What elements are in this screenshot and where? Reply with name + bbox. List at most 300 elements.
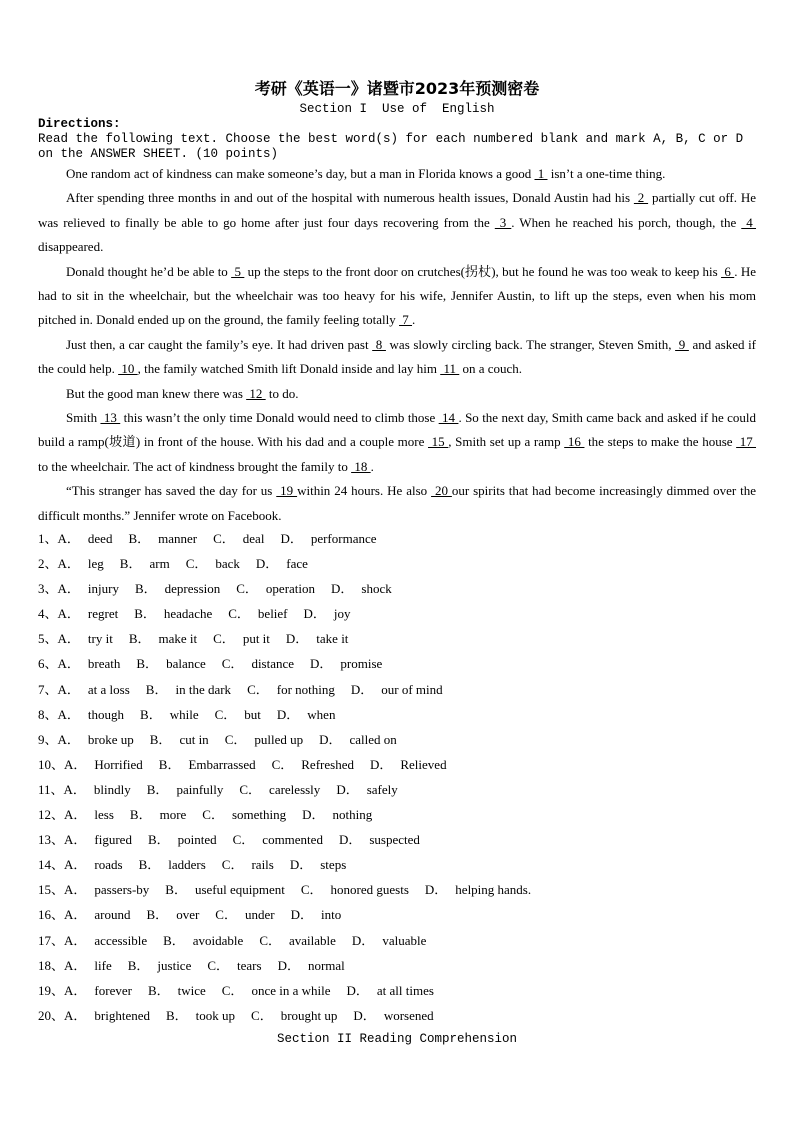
blank-number: 8 bbox=[372, 336, 386, 352]
blank-number: 7 bbox=[399, 312, 413, 328]
answer-option bbox=[256, 551, 308, 576]
answer-option bbox=[58, 651, 121, 676]
option-text: normal bbox=[307, 957, 345, 973]
question-number: 13、 bbox=[38, 832, 65, 848]
blank-number: 2 bbox=[633, 190, 649, 206]
option-letter: B． bbox=[146, 781, 169, 797]
option-letter: C． bbox=[259, 932, 281, 948]
answer-option bbox=[58, 626, 113, 651]
option-text: brightened bbox=[94, 1007, 150, 1023]
option-letter: B． bbox=[140, 706, 162, 722]
option-text: distance bbox=[251, 656, 295, 672]
option-text: face bbox=[286, 556, 308, 572]
answer-option bbox=[64, 852, 123, 877]
option-text: at all times bbox=[376, 982, 434, 998]
question-row bbox=[38, 928, 756, 953]
option-text: make it bbox=[158, 631, 198, 647]
option-text: figured bbox=[94, 832, 132, 848]
passage-text: to do. bbox=[265, 385, 299, 401]
option-text: joy bbox=[333, 606, 351, 622]
answer-option bbox=[64, 953, 112, 978]
option-text: back bbox=[215, 556, 240, 572]
option-letter: B． bbox=[136, 656, 159, 672]
passage-paragraph bbox=[38, 382, 756, 406]
passage-text: disappeared. bbox=[38, 239, 104, 255]
option-letter: A． bbox=[64, 982, 87, 998]
blank-number: 10 bbox=[118, 361, 138, 377]
answer-option bbox=[128, 526, 197, 551]
answer-option bbox=[120, 551, 170, 576]
question-number: 1、 bbox=[38, 531, 58, 546]
answer-option bbox=[213, 526, 264, 551]
option-text: helping hands. bbox=[455, 882, 532, 898]
option-text: once in a while bbox=[251, 982, 331, 998]
option-text: passers-by bbox=[94, 882, 150, 898]
section-heading: Section I Use of English bbox=[299, 102, 495, 116]
option-letter: B． bbox=[149, 731, 172, 747]
option-letter: C． bbox=[247, 681, 269, 697]
answer-option bbox=[64, 877, 149, 902]
option-text: manner bbox=[158, 531, 198, 546]
answer-option bbox=[150, 727, 209, 752]
option-letter: C． bbox=[202, 807, 224, 823]
option-letter: B． bbox=[134, 606, 156, 622]
answer-option bbox=[236, 576, 315, 601]
answer-option bbox=[134, 601, 212, 626]
directions-label: Directions: bbox=[38, 117, 121, 131]
answer-option bbox=[352, 928, 426, 953]
option-text: cut in bbox=[179, 731, 209, 747]
option-text: accessible bbox=[94, 932, 148, 948]
option-text: performance bbox=[310, 531, 377, 546]
answer-option bbox=[222, 852, 274, 877]
option-text: forever bbox=[94, 982, 132, 998]
passage-text: to the wheelchair. The act of kindness brought the family to bbox=[38, 458, 352, 474]
option-letter: B． bbox=[129, 807, 152, 823]
option-letter: C． bbox=[224, 731, 247, 747]
option-letter: A． bbox=[57, 706, 80, 722]
option-letter: B． bbox=[145, 681, 168, 697]
passage-paragraph bbox=[38, 162, 756, 186]
option-letter: D． bbox=[280, 531, 303, 546]
option-text: ladders bbox=[168, 857, 206, 873]
answer-option bbox=[225, 727, 303, 752]
option-text: valuable bbox=[382, 932, 427, 948]
answer-option bbox=[58, 576, 119, 601]
answer-option bbox=[148, 827, 217, 852]
blank-number: 12 bbox=[246, 385, 266, 401]
option-text: called on bbox=[349, 731, 397, 747]
option-letter: C． bbox=[232, 832, 255, 848]
option-letter: D． bbox=[331, 581, 354, 597]
blank-number: 14 bbox=[438, 410, 459, 426]
option-letter: B． bbox=[147, 982, 170, 998]
option-letter: B． bbox=[128, 631, 151, 647]
option-letter: D． bbox=[290, 907, 313, 923]
question-row bbox=[38, 1003, 756, 1028]
question-number: 5、 bbox=[38, 631, 58, 647]
question-row bbox=[38, 777, 756, 802]
option-text: try it bbox=[87, 631, 113, 647]
answer-option bbox=[64, 777, 131, 802]
question-number: 20、 bbox=[38, 1007, 65, 1023]
option-letter: D． bbox=[255, 556, 279, 572]
option-letter: D． bbox=[303, 606, 326, 622]
option-letter: A． bbox=[64, 1007, 87, 1023]
option-letter: B． bbox=[165, 882, 187, 898]
answer-option bbox=[331, 576, 392, 601]
answer-option bbox=[277, 702, 336, 727]
passage-text: and asked if the could help. bbox=[38, 336, 757, 377]
option-text: injury bbox=[87, 581, 119, 597]
option-text: avoidable bbox=[192, 932, 244, 948]
option-letter: B． bbox=[158, 756, 181, 772]
question-row bbox=[38, 877, 756, 902]
option-text: commented bbox=[262, 832, 323, 848]
option-text: suspected bbox=[369, 832, 420, 848]
question-row bbox=[38, 702, 756, 727]
answer-option bbox=[215, 902, 274, 927]
answer-option bbox=[310, 651, 382, 676]
option-text: something bbox=[231, 807, 287, 823]
passage-paragraph bbox=[38, 186, 756, 259]
answer-option bbox=[64, 902, 131, 927]
blank-number: 17 bbox=[736, 434, 757, 450]
question-number: 3、 bbox=[38, 581, 58, 597]
option-text: blindly bbox=[93, 781, 131, 797]
option-text: at a loss bbox=[87, 681, 130, 697]
blank-number: 11 bbox=[440, 361, 460, 377]
question-row bbox=[38, 727, 756, 752]
answer-option bbox=[259, 928, 336, 953]
option-letter: C． bbox=[221, 982, 244, 998]
option-text: honored guests bbox=[330, 882, 409, 898]
question-number: 12、 bbox=[38, 807, 65, 823]
answer-option bbox=[135, 576, 220, 601]
blank-number: 1 bbox=[534, 166, 548, 181]
answer-option bbox=[301, 877, 409, 902]
option-letter: B． bbox=[138, 857, 161, 873]
answer-option bbox=[159, 752, 256, 777]
answer-option bbox=[139, 852, 206, 877]
answer-option bbox=[339, 827, 420, 852]
option-letter: A． bbox=[57, 531, 80, 546]
question-row bbox=[38, 802, 756, 827]
option-text: broke up bbox=[87, 731, 134, 747]
blank-number: 20 bbox=[431, 483, 452, 499]
option-letter: D． bbox=[302, 807, 325, 823]
option-letter: C． bbox=[251, 1007, 273, 1023]
answer-option bbox=[64, 827, 132, 852]
option-text: put it bbox=[242, 631, 270, 647]
option-letter: B． bbox=[147, 832, 170, 848]
question-list bbox=[38, 526, 756, 1028]
question-number: 11、 bbox=[38, 781, 64, 797]
option-text: tears bbox=[237, 957, 262, 973]
option-text: deed bbox=[87, 531, 113, 546]
question-row bbox=[38, 601, 756, 626]
option-text: regret bbox=[87, 606, 119, 622]
option-letter: D． bbox=[277, 957, 300, 973]
directions-text: Read the following text. Choose the best word(s) for each numbered blank and mark A, B, C or D on the ANSWER SHEET. (10 points) bbox=[38, 132, 744, 161]
option-letter: B． bbox=[127, 957, 150, 973]
option-text: promise bbox=[340, 656, 383, 672]
option-text: for nothing bbox=[276, 681, 335, 697]
answer-option bbox=[58, 702, 125, 727]
blank-number: 18 bbox=[351, 458, 371, 474]
option-letter: A． bbox=[64, 756, 87, 772]
question-number: 19、 bbox=[38, 982, 65, 998]
question-row bbox=[38, 677, 756, 702]
question-row bbox=[38, 626, 756, 651]
answer-option bbox=[64, 752, 143, 777]
option-letter: C． bbox=[185, 556, 208, 572]
passage-text: up the steps to the front door on crutches(拐杖), but he found he was too weak to keep his bbox=[244, 263, 722, 279]
option-text: took up bbox=[195, 1007, 236, 1023]
blank-number: 13 bbox=[100, 410, 121, 426]
question-number: 7、 bbox=[38, 681, 58, 697]
option-text: Horrified bbox=[94, 756, 143, 772]
option-letter: D． bbox=[285, 631, 309, 647]
option-text: painfully bbox=[176, 781, 224, 797]
answer-option bbox=[146, 677, 231, 702]
answer-option bbox=[280, 526, 376, 551]
passage-text: After spending three months in and out of the hospital with numerous health issues, Donald Austin had his bbox=[66, 190, 634, 206]
passage-paragraph bbox=[38, 479, 756, 528]
passage-text: our spirits that had become increasingly dimmed over the difficult months.” Jennifer wrote on Facebook. bbox=[38, 483, 757, 523]
passage-text: this wasn’t the only time Donald would need to climb those bbox=[120, 410, 439, 426]
question-number: 2、 bbox=[38, 556, 58, 572]
option-text: around bbox=[94, 907, 131, 923]
option-letter: A． bbox=[57, 556, 80, 572]
option-text: worsened bbox=[383, 1007, 434, 1023]
answer-option bbox=[215, 702, 261, 727]
question-row bbox=[38, 978, 756, 1003]
answer-option bbox=[64, 802, 114, 827]
passage-text: But the good man knew there was bbox=[66, 385, 247, 401]
answer-option bbox=[278, 953, 345, 978]
option-text: arm bbox=[149, 556, 170, 572]
option-text: steps bbox=[320, 857, 347, 873]
answer-option bbox=[64, 978, 132, 1003]
option-text: safely bbox=[366, 781, 398, 797]
answer-option bbox=[163, 928, 243, 953]
option-letter: D． bbox=[350, 681, 374, 697]
answer-option bbox=[128, 953, 192, 978]
answer-option bbox=[58, 551, 104, 576]
question-number: 16、 bbox=[38, 907, 65, 923]
option-letter: C． bbox=[228, 606, 250, 622]
option-text: breath bbox=[87, 656, 121, 672]
answer-option bbox=[319, 727, 397, 752]
option-text: into bbox=[320, 907, 342, 923]
option-text: twice bbox=[177, 982, 206, 998]
option-letter: A． bbox=[63, 781, 86, 797]
question-number: 4、 bbox=[38, 606, 58, 622]
option-text: available bbox=[289, 932, 336, 948]
answer-option bbox=[207, 953, 261, 978]
question-row bbox=[38, 752, 756, 777]
passage-text: . So the next day, Smith came back and asked if he could build a ramp(坡道) in front of the house. With his dad and a couple more bbox=[38, 410, 756, 450]
option-letter: D． bbox=[336, 781, 359, 797]
question-number: 10、 bbox=[38, 756, 65, 772]
passage-text: , Smith set up a ramp bbox=[448, 434, 565, 450]
option-letter: C． bbox=[239, 781, 262, 797]
option-text: in the dark bbox=[175, 681, 232, 697]
option-letter: A． bbox=[64, 832, 87, 848]
question-number: 17、 bbox=[38, 932, 65, 948]
option-letter: B． bbox=[134, 581, 157, 597]
option-text: operation bbox=[265, 581, 316, 597]
question-row bbox=[38, 526, 756, 551]
option-letter: D． bbox=[424, 882, 448, 898]
option-text: but bbox=[244, 706, 261, 722]
option-letter: B． bbox=[163, 932, 185, 948]
answer-option bbox=[186, 551, 240, 576]
answer-option bbox=[302, 802, 372, 827]
option-letter: C． bbox=[214, 706, 237, 722]
option-letter: A． bbox=[64, 882, 87, 898]
answer-option bbox=[239, 777, 320, 802]
blank-number: 4 bbox=[741, 214, 757, 230]
question-number: 9、 bbox=[38, 731, 58, 747]
option-letter: A． bbox=[57, 681, 80, 697]
blank-number: 9 bbox=[675, 336, 689, 352]
option-text: carelessly bbox=[269, 781, 321, 797]
passage-paragraph bbox=[38, 260, 756, 333]
blank-number: 19 bbox=[276, 483, 298, 499]
option-letter: C． bbox=[300, 882, 323, 898]
answer-option bbox=[64, 1003, 150, 1028]
option-text: roads bbox=[94, 857, 123, 873]
answer-option bbox=[425, 877, 531, 902]
answer-option bbox=[166, 1003, 235, 1028]
option-text: nothing bbox=[332, 807, 373, 823]
question-row bbox=[38, 902, 756, 927]
answer-option bbox=[147, 777, 224, 802]
answer-option bbox=[222, 978, 331, 1003]
option-text: deal bbox=[242, 531, 265, 546]
option-letter: D． bbox=[346, 982, 369, 998]
question-row bbox=[38, 551, 756, 576]
answer-option bbox=[213, 626, 270, 651]
answer-option bbox=[147, 902, 200, 927]
answer-option bbox=[58, 677, 130, 702]
answer-option bbox=[353, 1003, 433, 1028]
answer-option bbox=[291, 902, 342, 927]
passage-paragraph bbox=[38, 333, 756, 382]
option-text: headache bbox=[163, 606, 213, 622]
answer-option bbox=[290, 852, 346, 877]
question-number: 6、 bbox=[38, 656, 58, 672]
option-letter: B． bbox=[166, 1007, 188, 1023]
answer-option bbox=[272, 752, 354, 777]
question-row bbox=[38, 827, 756, 852]
answer-option bbox=[148, 978, 206, 1003]
answer-option bbox=[336, 777, 397, 802]
blank-number: 5 bbox=[231, 263, 245, 279]
question-number: 15、 bbox=[38, 882, 65, 898]
answer-option bbox=[233, 827, 323, 852]
question-row bbox=[38, 953, 756, 978]
option-letter: C． bbox=[213, 531, 235, 546]
option-text: belief bbox=[257, 606, 288, 622]
option-letter: D． bbox=[353, 1007, 376, 1023]
passage-text: the steps to make the house bbox=[584, 434, 737, 450]
option-text: take it bbox=[316, 631, 349, 647]
option-text: more bbox=[159, 807, 187, 823]
answer-option bbox=[347, 978, 434, 1003]
answer-option bbox=[222, 651, 294, 676]
option-text: depression bbox=[164, 581, 221, 597]
section-heading-reading: Section II Reading Comprehension bbox=[276, 1032, 518, 1046]
answer-option bbox=[129, 626, 197, 651]
passage-text: was slowly circling back. The stranger, Steven Smith, bbox=[385, 336, 676, 352]
passage-text: Smith bbox=[66, 410, 101, 426]
answer-option bbox=[140, 702, 199, 727]
option-text: while bbox=[169, 706, 199, 722]
option-text: pointed bbox=[177, 832, 217, 848]
answer-option bbox=[247, 677, 335, 702]
option-letter: D． bbox=[289, 857, 313, 873]
option-text: under bbox=[244, 907, 275, 923]
option-text: shock bbox=[361, 581, 392, 597]
answer-option bbox=[58, 727, 134, 752]
passage-text: . When he reached his porch, though, the bbox=[511, 214, 742, 230]
passage-text: isn’t a one-time thing. bbox=[547, 166, 666, 181]
option-letter: C． bbox=[221, 656, 244, 672]
option-letter: A． bbox=[64, 807, 87, 823]
answer-option bbox=[251, 1003, 337, 1028]
option-letter: D． bbox=[319, 731, 342, 747]
option-letter: C． bbox=[236, 581, 258, 597]
option-letter: D． bbox=[310, 656, 333, 672]
answer-option bbox=[228, 601, 287, 626]
blank-number: 6 bbox=[721, 263, 735, 279]
option-text: useful equipment bbox=[194, 882, 285, 898]
question-row bbox=[38, 651, 756, 676]
question-number: 14、 bbox=[38, 857, 65, 873]
option-letter: D． bbox=[369, 756, 393, 772]
option-letter: A． bbox=[64, 932, 87, 948]
passage-text: , the family watched Smith lift Donald inside and lay him bbox=[137, 361, 441, 377]
answer-option bbox=[58, 526, 113, 551]
option-text: balance bbox=[166, 656, 206, 672]
option-letter: A． bbox=[57, 606, 80, 622]
option-letter: C． bbox=[215, 907, 237, 923]
answer-option bbox=[64, 928, 147, 953]
option-text: leg bbox=[87, 556, 104, 572]
question-number: 18、 bbox=[38, 957, 65, 973]
passage-text: . bbox=[412, 312, 416, 328]
option-letter: D． bbox=[338, 832, 362, 848]
option-text: less bbox=[94, 807, 114, 823]
question-number: 8、 bbox=[38, 706, 58, 722]
document-title: 考研《英语一》诸暨市2023年预测密卷 bbox=[254, 79, 540, 98]
passage-text: . He had to sit in the wheelchair, but the wheelchair was too heavy for his wife, Jennifer Austin, to lift up the steps, even when his mom pitched in. Donald ended up on the ground, the family feeling totally bbox=[38, 263, 756, 328]
answer-option bbox=[286, 626, 349, 651]
answer-option bbox=[130, 802, 186, 827]
option-text: Embarrassed bbox=[188, 756, 256, 772]
option-letter: D． bbox=[276, 706, 300, 722]
option-letter: A． bbox=[64, 857, 87, 873]
question-row bbox=[38, 576, 756, 601]
passage-text: Just then, a car caught the family’s eye. It had driven past bbox=[66, 336, 373, 352]
option-text: though bbox=[87, 706, 125, 722]
answer-option bbox=[304, 601, 351, 626]
answer-option bbox=[165, 877, 285, 902]
blank-number: 3 bbox=[494, 214, 512, 230]
